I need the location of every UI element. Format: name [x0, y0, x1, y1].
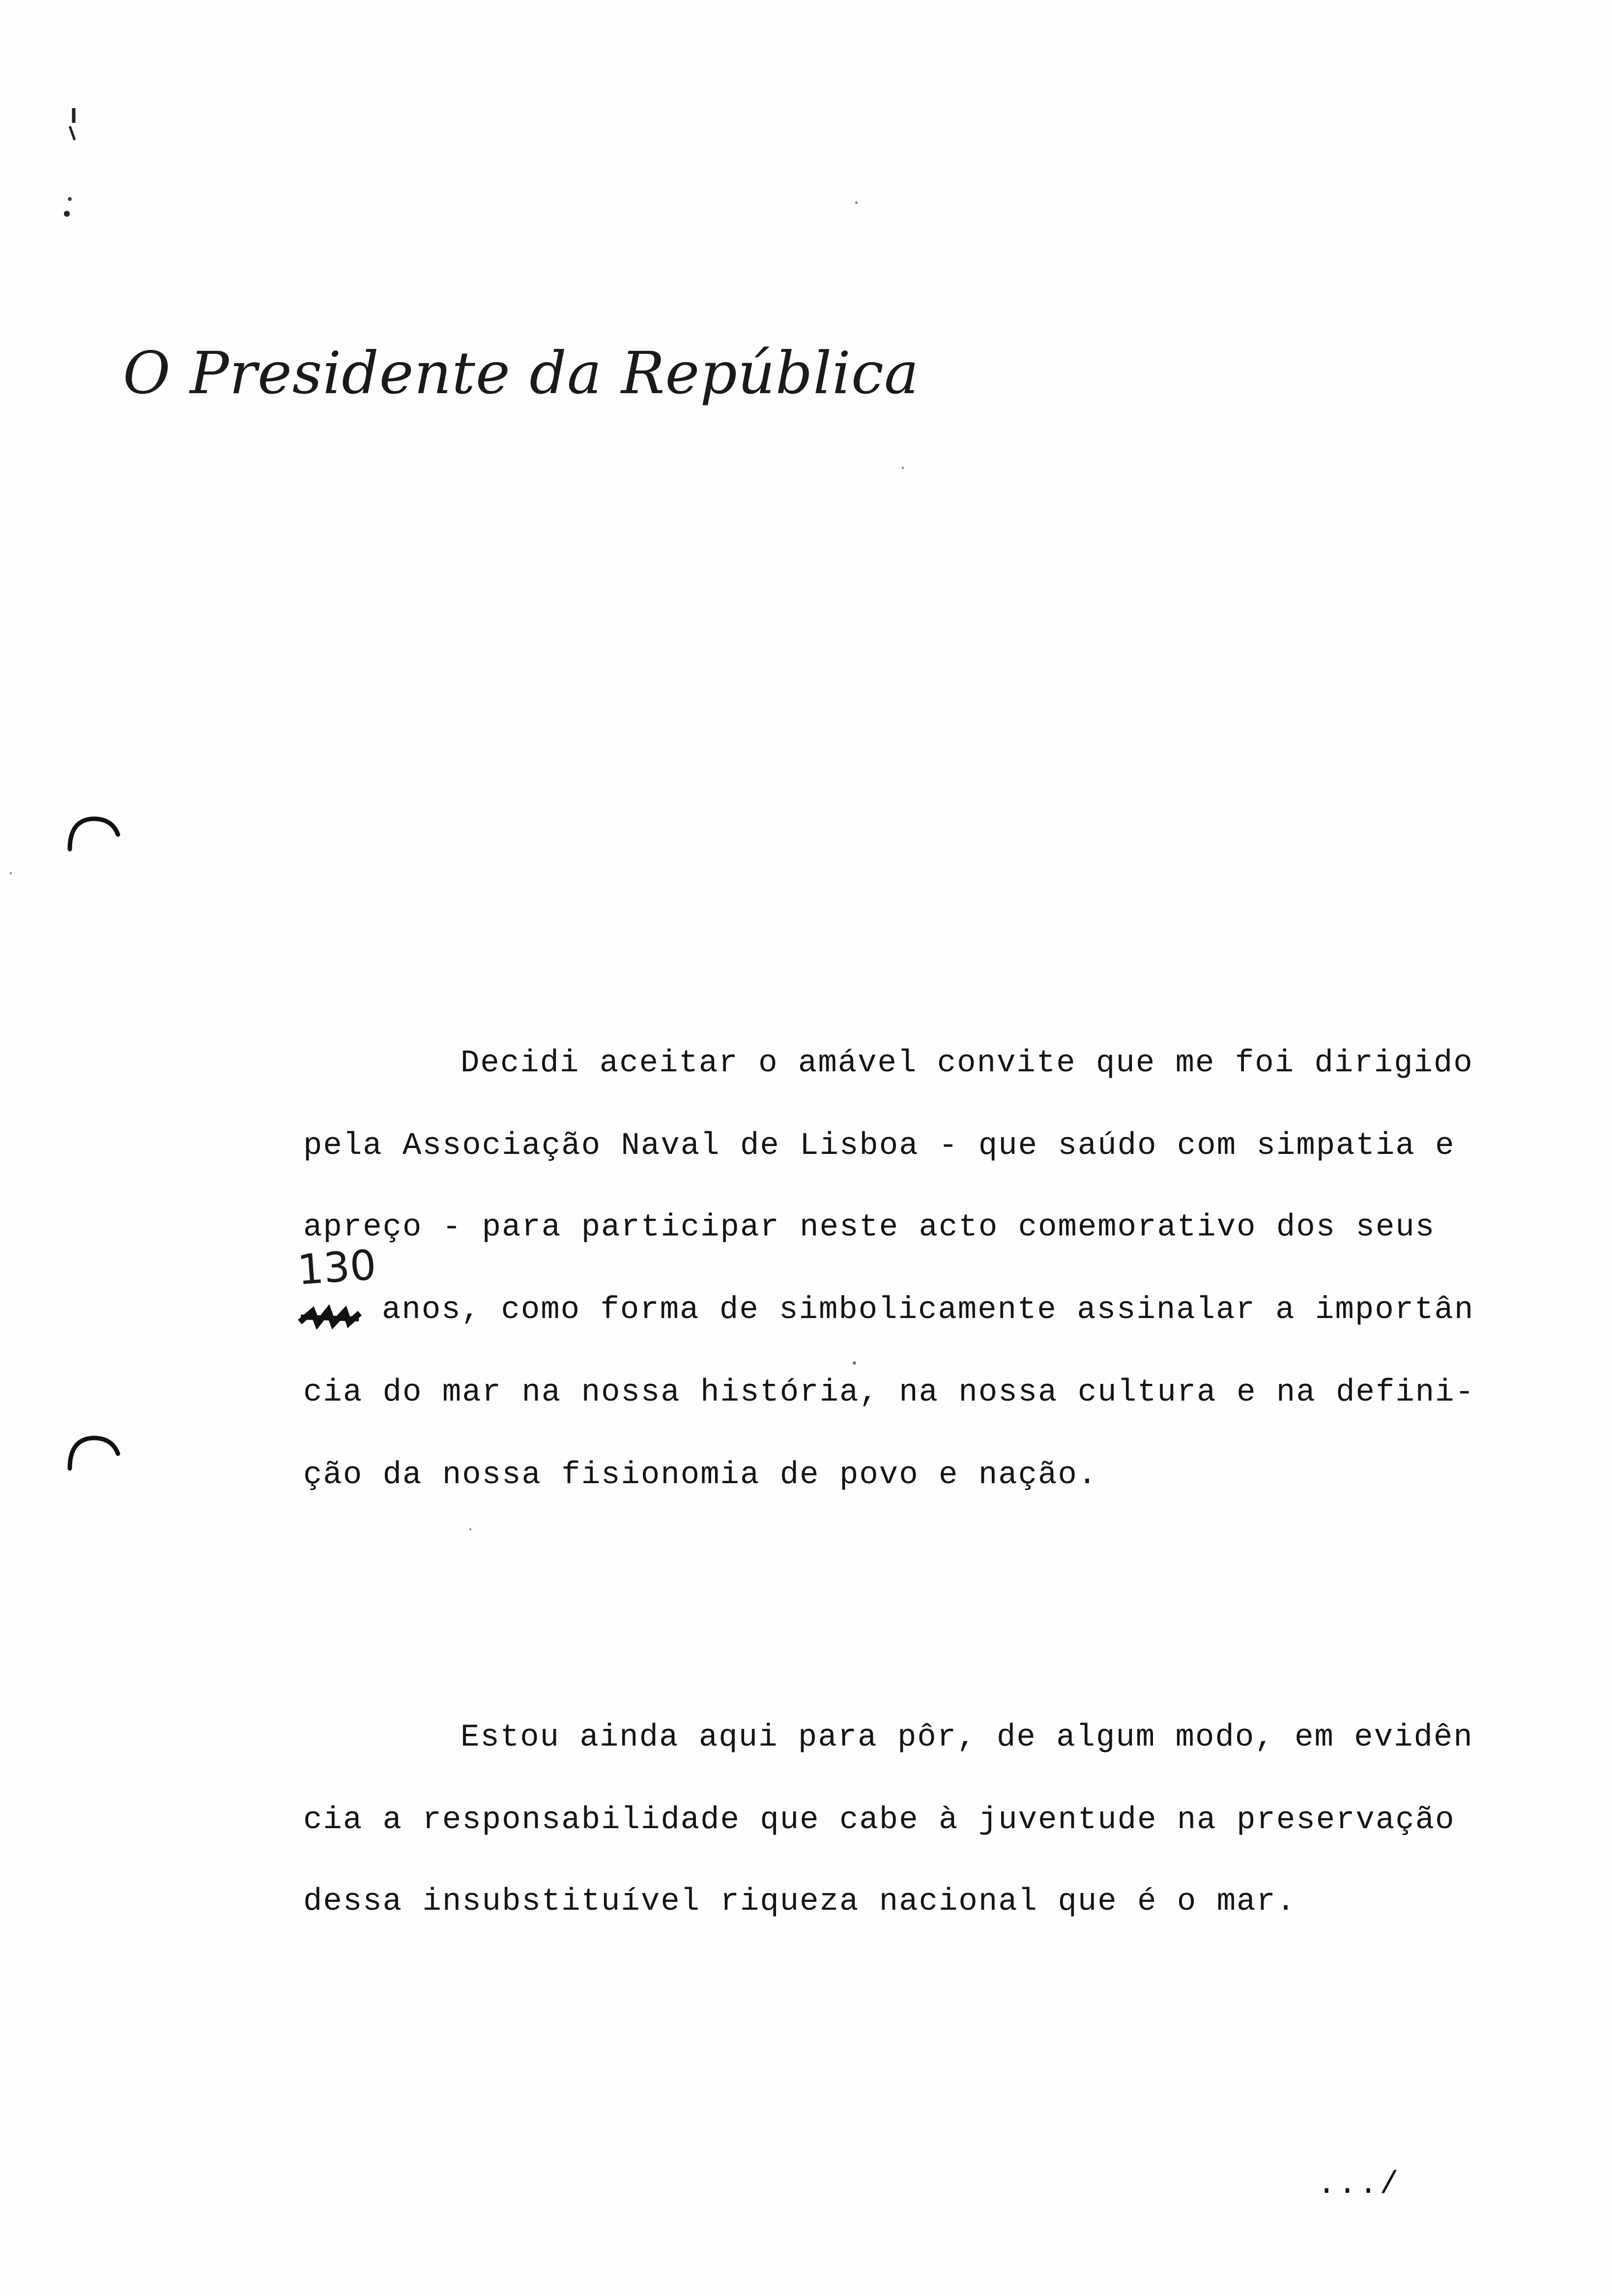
paragraph-1-line-5: cia do mar na nossa história, na nossa cultura e na defini-	[303, 1375, 1475, 1410]
scan-speck	[10, 872, 12, 874]
scan-speck	[902, 467, 904, 469]
paragraph-1-line-6: ção da nossa fisionomia de povo e nação.	[303, 1458, 1098, 1493]
paragraph-1-line-3: apreço - para participar neste acto comemorativo dos seus	[303, 1210, 1436, 1245]
scan-speck	[855, 201, 858, 204]
margin-dot-mark	[59, 189, 79, 229]
letterhead-title: O Presidente da República	[123, 339, 920, 407]
paragraph-1-line-1: Decidi aceitar o amável convite que me foi dirigido	[461, 1046, 1473, 1081]
scan-speck	[853, 1361, 856, 1365]
paragraph-2-line-2: cia a responsabilidade que cabe à juventude na preservação	[303, 1803, 1455, 1838]
punch-hole-mark	[64, 811, 123, 855]
paragraph-1-line-4: anos, como forma de simbolicamente assinalar a importân	[382, 1292, 1474, 1328]
paragraph-2-line-1: Estou ainda aqui para pôr, de algum modo, em evidên	[461, 1720, 1473, 1755]
continuation-mark: .../	[1317, 2167, 1401, 2203]
paragraph-1-line-2: pela Associação Naval de Lisboa - que saúdo com simpatia e	[303, 1128, 1455, 1164]
punch-hole-mark	[64, 1430, 123, 1474]
paragraph-2-line-3: dessa insubstituível riqueza nacional que é o mar.	[303, 1884, 1296, 1920]
handwritten-number: 130	[295, 1240, 378, 1294]
struck-out-number	[298, 1302, 362, 1332]
margin-tick-mark	[64, 106, 84, 145]
scan-speck	[469, 1528, 471, 1530]
